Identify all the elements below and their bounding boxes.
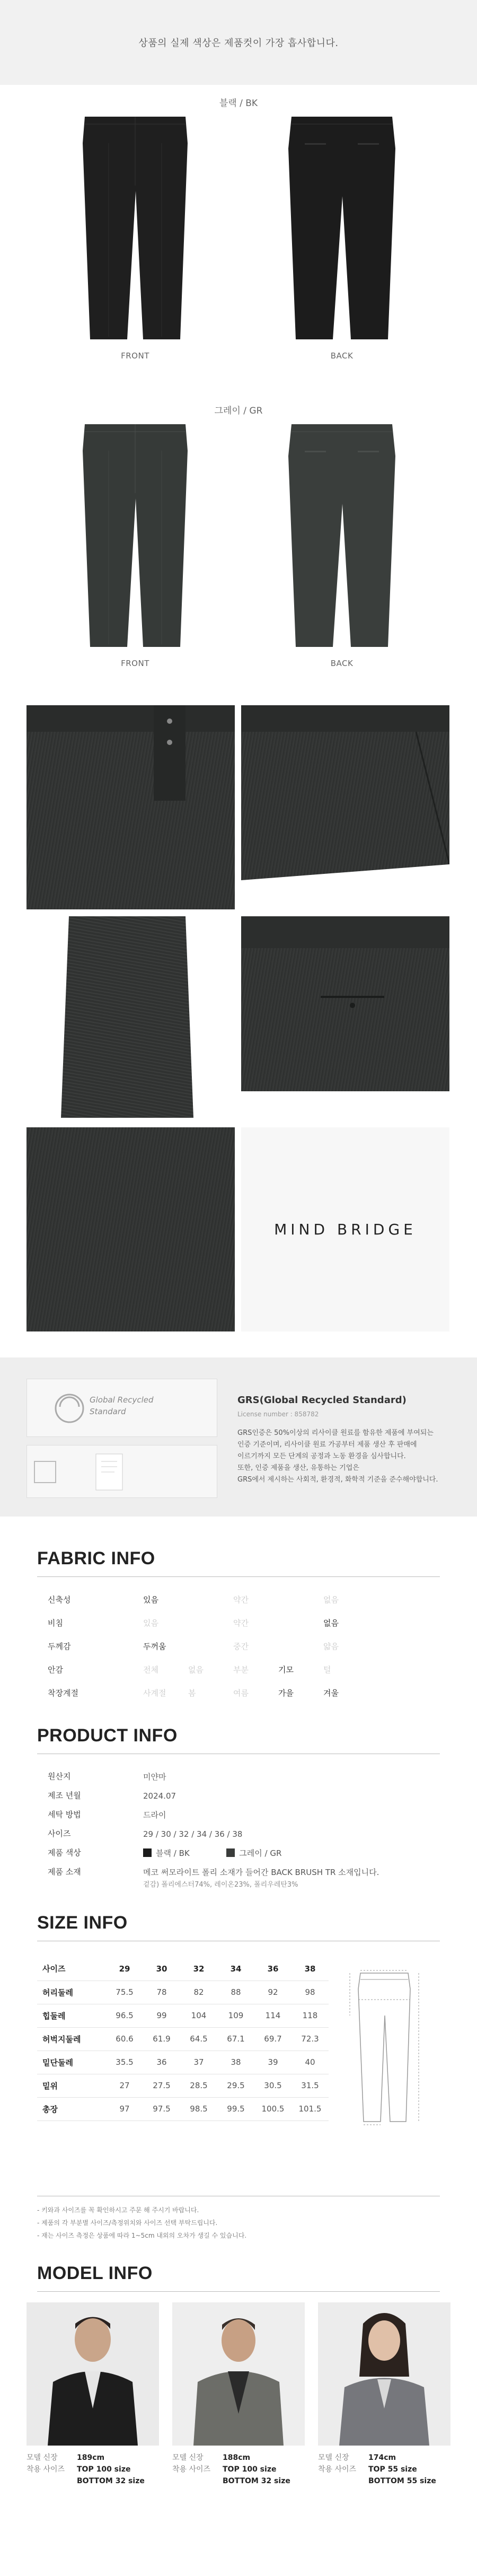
fabric-attr-option: 전체	[143, 1664, 158, 1675]
size-row	[37, 1981, 329, 2004]
size-header-cell: 34	[230, 1964, 242, 1974]
model-bottom-size: BOTTOM 55 size	[368, 2477, 436, 2485]
back-caption: BACK	[330, 659, 354, 668]
fabric-attr-option: 약간	[233, 1618, 249, 1628]
product-info-row	[37, 1804, 440, 1823]
fabric-attr-option: 부분	[233, 1664, 249, 1675]
fabric-attr-option: 가을	[278, 1688, 294, 1698]
fabric-attr-label: 안감	[48, 1664, 63, 1675]
size-header-row	[37, 1957, 329, 1981]
detail-photo-pocket	[241, 705, 449, 909]
size-row-label: 총장	[42, 2104, 58, 2114]
model-height: 174cm	[368, 2454, 396, 2462]
fabric-attr-option: 겨울	[323, 1688, 339, 1698]
size-cell: 37	[193, 2057, 204, 2067]
fabric-attr-option: 여름	[233, 1688, 249, 1698]
made-label: 제조 년월	[48, 1791, 81, 1800]
detail-photo-hem	[26, 916, 235, 1120]
wash-value: 드라이	[143, 1810, 166, 1820]
color-swatch-black	[143, 1848, 152, 1857]
size-info-title: SIZE INFO	[37, 1913, 128, 1933]
model-photo-image	[172, 2302, 305, 2446]
sizes-value: 29 / 30 / 32 / 34 / 36 / 38	[143, 1829, 243, 1839]
size-cell: 30.5	[264, 2081, 282, 2090]
size-cell: 39	[268, 2057, 278, 2067]
size-cell: 78	[156, 1987, 167, 1997]
size-cell: 101.5	[298, 2104, 322, 2114]
size-label: 착용 사이즈	[26, 2465, 65, 2474]
size-cell: 99	[156, 2011, 167, 2020]
pants-back-image	[281, 111, 403, 345]
size-cell: 109	[228, 2011, 244, 2020]
size-cell: 82	[193, 1987, 204, 1997]
size-cell: 104	[191, 2011, 207, 2020]
back-pocket-detail-image	[241, 916, 449, 1120]
grs-logo-text-2: Standard	[90, 1407, 126, 1416]
size-row	[37, 2004, 329, 2027]
grs-description: GRS인증은 50%이상의 리사이클 원료를 함유한 제품에 부여되는 인증 기준이며, 리사이클 원료 가공부터 제품 생산 후 판매에 이르기까지 모든 단계의 공정과 노동 환경을 심사합니다. 또한, 인증 제품을 생산, 유통하는 기업은 GRS에서 제시하는 사회적, 환경적, 화학적 기준을 준수해야합니다.	[237, 1429, 438, 1484]
color-label: 제품 색상	[48, 1848, 81, 1857]
model-card-1	[26, 2302, 159, 2487]
color-label-gray: 그레이 / GR	[214, 406, 263, 416]
color-swatch-gray	[226, 1848, 235, 1857]
sizes-label: 사이즈	[48, 1829, 71, 1838]
model-photo-image	[318, 2302, 450, 2446]
origin-label: 원산지	[48, 1772, 71, 1781]
size-row-label: 밑위	[42, 2081, 58, 2091]
fabric-attr-option: 중간	[233, 1641, 249, 1651]
pocket-detail-image	[241, 705, 449, 909]
model-top-size: TOP 100 size	[223, 2465, 277, 2474]
model-height: 189cm	[77, 2454, 105, 2462]
model-photo	[26, 2302, 159, 2446]
height-label: 모델 신장	[172, 2454, 204, 2462]
size-cell: 27.5	[153, 2081, 171, 2090]
size-note: - 제품의 각 부분별 사이즈/측정위치와 사이즈 선택 부탁드립니다.	[37, 2219, 218, 2227]
size-cell: 96.5	[116, 2011, 134, 2020]
wash-label: 세탁 방법	[48, 1810, 81, 1819]
pants-back-image	[281, 419, 403, 652]
size-cell: 75.5	[116, 1987, 134, 1997]
size-cell: 27	[119, 2081, 130, 2090]
brand-logo-box	[241, 1127, 449, 1331]
size-cell: 35.5	[116, 2057, 134, 2067]
fabric-info-row	[37, 1588, 440, 1611]
pants-front-black	[48, 111, 223, 361]
size-row	[37, 2051, 329, 2074]
size-row-label: 힙둘레	[42, 2011, 66, 2021]
size-cell: 100.5	[261, 2104, 285, 2114]
size-cell: 31.5	[301, 2081, 319, 2090]
fabric-attr-label: 비침	[48, 1618, 63, 1628]
grs-license: License number : 858782	[237, 1410, 319, 1418]
size-note: - 키와과 사이즈를 꼭 확인하시고 주문 해 주시기 바랍니다.	[37, 2206, 199, 2214]
size-row-label: 허리둘레	[42, 1987, 73, 1997]
size-row	[37, 2074, 329, 2097]
size-label: 착용 사이즈	[172, 2465, 211, 2474]
brand-logo: MIND BRIDGE	[274, 1221, 417, 1238]
size-cell: 36	[156, 2057, 167, 2067]
product-info-row	[37, 1861, 440, 1891]
grs-certificate-card	[26, 1445, 217, 1498]
detail-photo-grid	[0, 705, 477, 1342]
size-cell: 64.5	[190, 2034, 208, 2044]
zipper-detail-image	[26, 705, 235, 909]
pants-measurement-diagram	[339, 1968, 440, 2127]
size-row	[37, 2027, 329, 2051]
product-info-row	[37, 1766, 440, 1785]
size-note: - 재는 사이즈 측정은 상품에 따라 1~5cm 내외의 오차가 생길 수 있습니다.	[37, 2232, 247, 2239]
size-header-cell: 38	[304, 1964, 316, 1974]
fabric-attr-option: 얇음	[323, 1641, 339, 1651]
model-photo	[172, 2302, 305, 2446]
product-info-row	[37, 1785, 440, 1804]
color-notice-text: 상품의 실제 색상은 제품컷이 가장 흡사합니다.	[138, 38, 339, 49]
pants-front-gray	[48, 419, 223, 668]
color-label-black: 블랙 / BK	[219, 98, 258, 109]
fabric-attr-option: 있음	[143, 1618, 158, 1628]
product-info-title: PRODUCT INFO	[37, 1725, 178, 1746]
pants-back-black	[254, 111, 429, 361]
size-header-cell: 30	[156, 1964, 167, 1974]
material-label: 제품 소재	[48, 1867, 81, 1877]
model-info-title: MODEL INFO	[37, 2263, 153, 2283]
color-2: 그레이 / GR	[239, 1848, 282, 1858]
model-top-size: TOP 55 size	[368, 2465, 417, 2474]
detail-photo-back-pocket	[241, 916, 449, 1120]
material-line-1: 메코 써모라이트 폴리 소재가 들어간 BACK BRUSH TR 소재입니다.	[143, 1868, 379, 1877]
size-header-cell: 36	[267, 1964, 279, 1974]
fabric-info-row	[37, 1658, 440, 1681]
detail-photo-waist-front	[26, 705, 235, 909]
size-header-cell: 32	[193, 1964, 205, 1974]
model-bottom-size: BOTTOM 32 size	[77, 2477, 145, 2485]
product-info-table	[37, 1766, 440, 1891]
size-header-cell: 사이즈	[42, 1964, 66, 1974]
fabric-info-row	[37, 1681, 440, 1704]
material-line-2: 겉감) 폴리에스터74%, 레이온23%, 폴리우레탄3%	[143, 1881, 298, 1889]
size-cell: 118	[302, 2011, 318, 2020]
size-row-label: 허벅지둘레	[42, 2034, 81, 2044]
grs-certificate-icon	[27, 1445, 218, 1499]
grs-section	[0, 1357, 477, 1517]
size-row	[37, 2097, 329, 2121]
model-photo	[318, 2302, 450, 2446]
fabric-info-title: FABRIC INFO	[37, 1548, 155, 1569]
product-info-row	[37, 1842, 440, 1861]
front-caption: FRONT	[121, 351, 149, 361]
color-1: 블랙 / BK	[156, 1848, 190, 1858]
fabric-attr-option: 두꺼움	[143, 1641, 166, 1651]
fabric-attr-option: 약간	[233, 1594, 249, 1605]
size-cell: 28.5	[190, 2081, 208, 2090]
fabric-info-section	[0, 1548, 477, 1704]
model-bottom-size: BOTTOM 32 size	[223, 2477, 290, 2485]
color-notice-bar	[0, 0, 477, 85]
size-notes	[37, 2196, 440, 2242]
product-info-section	[0, 1725, 477, 1891]
fabric-info-table	[37, 1588, 440, 1704]
size-cell: 88	[231, 1987, 241, 1997]
front-caption: FRONT	[121, 659, 149, 668]
size-row-label: 밑단둘레	[42, 2057, 73, 2067]
size-cell: 40	[305, 2057, 315, 2067]
origin-value: 미얀마	[143, 1772, 166, 1782]
size-cell: 97	[119, 2104, 130, 2114]
fabric-attr-option: 봄	[188, 1688, 196, 1698]
height-label: 모델 신장	[318, 2454, 349, 2462]
grs-title: GRS(Global Recycled Standard)	[237, 1395, 407, 1406]
grs-logo-card	[26, 1379, 217, 1437]
pants-front-image	[74, 111, 196, 345]
fabric-attr-label: 두께감	[48, 1641, 71, 1651]
size-cell: 99.5	[227, 2104, 245, 2114]
made-value: 2024.07	[143, 1791, 176, 1801]
pants-front-image	[74, 419, 196, 652]
fabric-attr-option: 없음	[188, 1664, 204, 1675]
model-card-2	[172, 2302, 305, 2487]
grs-logo-text-1: Global Recycled	[90, 1395, 154, 1405]
size-cell: 60.6	[116, 2034, 134, 2044]
fabric-attr-label: 착장계절	[48, 1688, 78, 1698]
size-info-section	[0, 1913, 477, 2242]
model-photo-image	[26, 2302, 159, 2446]
fabric-info-row	[37, 1634, 440, 1658]
size-label: 착용 사이즈	[318, 2465, 357, 2474]
size-cell: 38	[231, 2057, 241, 2067]
fabric-attr-option: 사계절	[143, 1688, 166, 1698]
size-cell: 72.3	[301, 2034, 319, 2044]
model-top-size: TOP 100 size	[77, 2465, 131, 2474]
size-cell: 92	[268, 1987, 278, 1997]
hem-detail-image	[26, 916, 235, 1120]
model-height: 188cm	[223, 2454, 251, 2462]
size-header-cell: 29	[119, 1964, 130, 1974]
size-cell: 67.1	[227, 2034, 245, 2044]
fabric-attr-option: 없음	[323, 1594, 339, 1605]
fabric-attr-option: 털	[323, 1664, 331, 1675]
model-card-3	[318, 2302, 450, 2487]
size-cell: 69.7	[264, 2034, 282, 2044]
size-cell: 61.9	[153, 2034, 171, 2044]
color-block-black	[0, 85, 477, 361]
fabric-attr-option: 없음	[323, 1618, 339, 1628]
color-block-gray	[0, 392, 477, 668]
size-cell: 98	[305, 1987, 315, 1997]
fabric-attr-option: 기모	[278, 1664, 294, 1675]
size-cell: 98.5	[190, 2104, 208, 2114]
fabric-attr-option: 있음	[143, 1594, 158, 1605]
height-label: 모델 신장	[26, 2454, 58, 2462]
size-cell: 97.5	[153, 2104, 171, 2114]
fabric-attr-label: 신축성	[48, 1594, 71, 1605]
size-cell: 114	[265, 2011, 281, 2020]
fabric-info-row	[37, 1611, 440, 1634]
size-table	[37, 1957, 329, 2121]
model-info-section	[0, 2263, 477, 2487]
detail-photo-fabric-closeup	[26, 1127, 235, 1331]
size-cell: 29.5	[227, 2081, 245, 2090]
product-info-row	[37, 1823, 440, 1842]
back-caption: BACK	[330, 351, 354, 361]
pants-back-gray	[254, 419, 429, 668]
